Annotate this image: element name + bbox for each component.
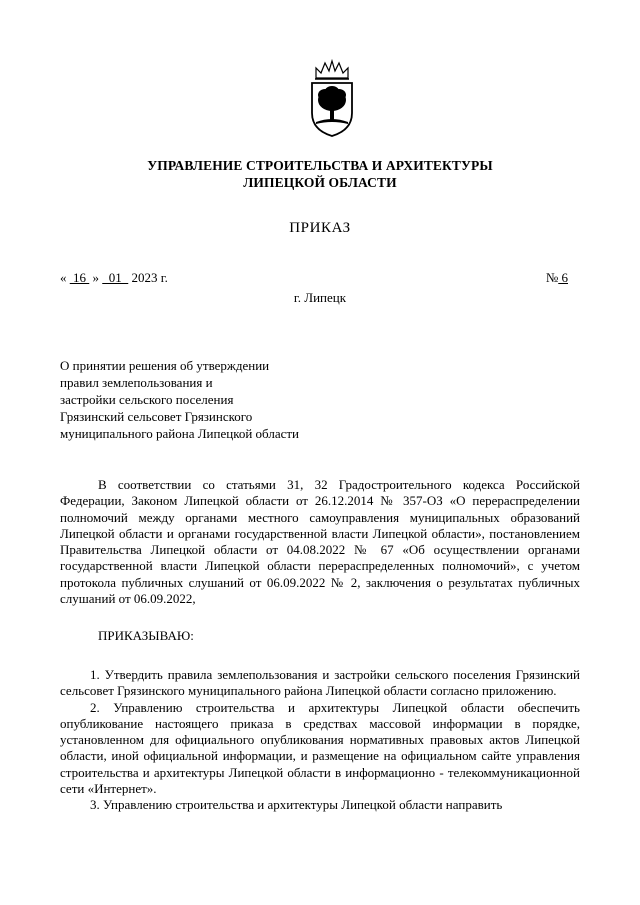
org-line-1: УПРАВЛЕНИЕ СТРОИТЕЛЬСТВА И АРХИТЕКТУРЫ (147, 158, 493, 173)
preamble-block (60, 477, 580, 607)
doc-city: г. Липецк (293, 290, 347, 305)
doc-number (546, 270, 568, 286)
order-item: 3. Управлению строительства и архитектуры Липецкой области направить (90, 797, 503, 813)
preamble-paragraph: В соответствии со статьями 31, 32 Градостроительного кодекса Российской Федерации, Законом Липецкой области от 26.12.2014 № 357-ОЗ «О перераспределении полномочий между органами местного самоуправления муниципальных образований Липецкой области и органами государственной власти Липецкой области», постановлением Правительства Липецкой области от 04.08.2022 № 67 «Об осуществлении органами государственной власти Липецкой области перераспределенных полномочий», с учетом протокола публичных слушаний от 06.09.2022 № 2, заключения о результатах публичных слушаний от 06.09.2022, (60, 477, 580, 607)
subject-line: Грязинский сельсовет Грязинского (60, 409, 253, 424)
doc-day: 16 (69, 270, 90, 285)
order-item: 2. Управлению строительства и архитектуры Липецкой области обеспечить опубликование настоящего приказа в средствах массовой информации в порядке, установленном для официального опубликования нормативных правовых актов Липецкой области, иной официальной информации, и размещение на официальном сайте управления строительства и архитектуры Липецкой области в информационно - телекоммуникационной сети «Интернет». (60, 699, 580, 797)
subject-line: О принятии решения об утверждении (60, 358, 270, 373)
doc-year: 2023 г. (131, 270, 168, 285)
coat-of-arms-icon (304, 58, 360, 138)
org-line-2: ЛИПЕЦКОЙ ОБЛАСТИ (243, 175, 397, 190)
doc-subject (60, 357, 299, 442)
doc-type: ПРИКАЗ (289, 220, 351, 236)
subject-line: правил землепользования и (60, 375, 213, 390)
doc-date (60, 270, 168, 286)
order-items (60, 667, 580, 814)
doc-month: 01 (102, 270, 129, 285)
order-word: ПРИКАЗЫВАЮ: (98, 628, 194, 643)
quote-close: » (92, 270, 99, 285)
subject-line: муниципального района Липецкой области (60, 426, 300, 441)
number-label: № (545, 270, 559, 285)
order-item: 1. Утвердить правила землепользования и застройки сельского поселения Грязинский сельсовет Грязинского муниципального района Липецкой области согласно приложению. (60, 667, 580, 699)
number-value: 6 (558, 270, 568, 285)
subject-line: застройки сельского поселения (60, 392, 234, 407)
quote-open: « (60, 270, 67, 285)
org-name (0, 157, 640, 191)
